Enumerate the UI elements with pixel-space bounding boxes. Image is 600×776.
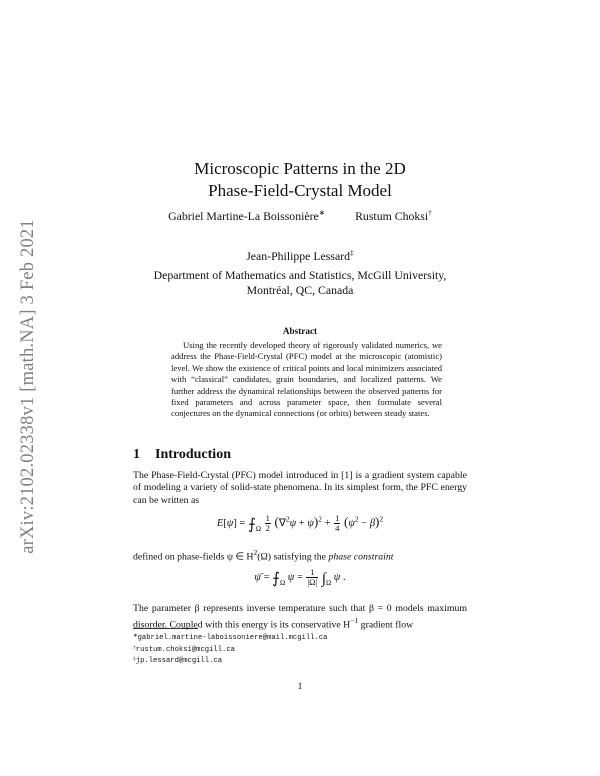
affiliation-line-1: Department of Mathematics and Statistics, McGill University, [153,268,447,282]
section-heading [133,447,231,463]
p2-sup: 2 [253,548,258,557]
footnote-3-mark: ‡ [133,656,136,662]
author-1-mark: ∗ [318,208,326,217]
p3-text: The parameter β represents inverse temperature such that β = 0 models maximum disorder. Coupled with this energy is its conservative H [133,603,467,631]
author-3-mark: ‡ [350,248,354,257]
paper-title [0,158,600,202]
p2-text-a: defined on phase-fields ψ ∈ H [133,551,254,563]
section-title: Introduction [155,447,231,462]
abstract-text: Using the recently developed theory of rigorously validated numerics, we address the Phase-Field-Crystal (PFC) model at the microscopic (atomistic) level. We show the existence of critical points and local minimizers associated with “classical” candidates, grain boundaries, and localized patterns. We further address the dynamical relationships between the observed patterns for fixed parameters and across parameter space, then formulate several conjectures on the dynamical connections (or orbits) between steady states. [171,340,442,419]
equation-phase-constraint: ψ̄ = $⨍_\Omega$ ψ = $\frac{1}{|\Omega|}$ $\int_\Omega$ ψ . [254,567,346,587]
section-number: 1 [133,447,140,462]
footnote-3-text: jp.lessard@mcgill.ca [135,657,223,665]
page-number: 1 [297,682,303,692]
arxiv-identifier-text: arXiv:2102.02338v1 [math.NA] 3 Feb 2021 [17,218,38,554]
p3-text-end: gradient flow [358,619,414,631]
footnote-2-mark: † [133,644,136,651]
footnote-3 [133,655,327,667]
author-2-name: Rustum Choksi [355,208,429,223]
authors-row [0,208,600,224]
footnote-2-text: rustum.choksi@mcgill.ca [135,645,235,654]
p3-sup: −1 [350,616,359,626]
author-1 [168,208,325,224]
footnotes [133,632,327,667]
footnote-1 [133,632,327,644]
p2-emphasis: phase constraint [328,551,394,563]
abstract-heading: Abstract [282,326,318,336]
equation-energy: $E[\psi] = ⨍_\Omega$ $\frac{1}{2}$ $(\nabla^2\psi + \psi)^2$ + $\frac{1}{4}$ $(\psi^2 - \beta)^2$ [216,513,384,534]
affiliation-line-2: Montréal, QC, Canada [246,283,354,297]
title-line-1: Microscopic Patterns in the 2D [194,159,406,178]
author-3 [0,248,600,264]
footnote-rule [133,628,198,629]
paragraph-phase-constraint [133,547,467,564]
footnote-1-text: gabriel.martine-laboissoniere@mail.mcgill.ca [137,634,328,642]
author-1-name: Gabriel Martine-La Boissonière [168,208,319,223]
footnote-2 [133,644,327,656]
author-2 [355,208,432,224]
p2-text-b: (Ω) satisfying the [257,551,329,563]
footnote-1-mark: ∗ [133,633,138,639]
author-3-name: Jean-Philippe Lessard [246,248,351,263]
paragraph-intro: The Phase-Field-Crystal (PFC) model introduced in [1] is a gradient system capable of modeling a variety of solid-state phenomena. In its simplest form, the PFC energy can be written as [133,470,467,506]
title-line-2: Phase-Field-Crystal Model [208,181,392,200]
affiliation [0,268,600,298]
author-2-mark: † [428,208,432,217]
